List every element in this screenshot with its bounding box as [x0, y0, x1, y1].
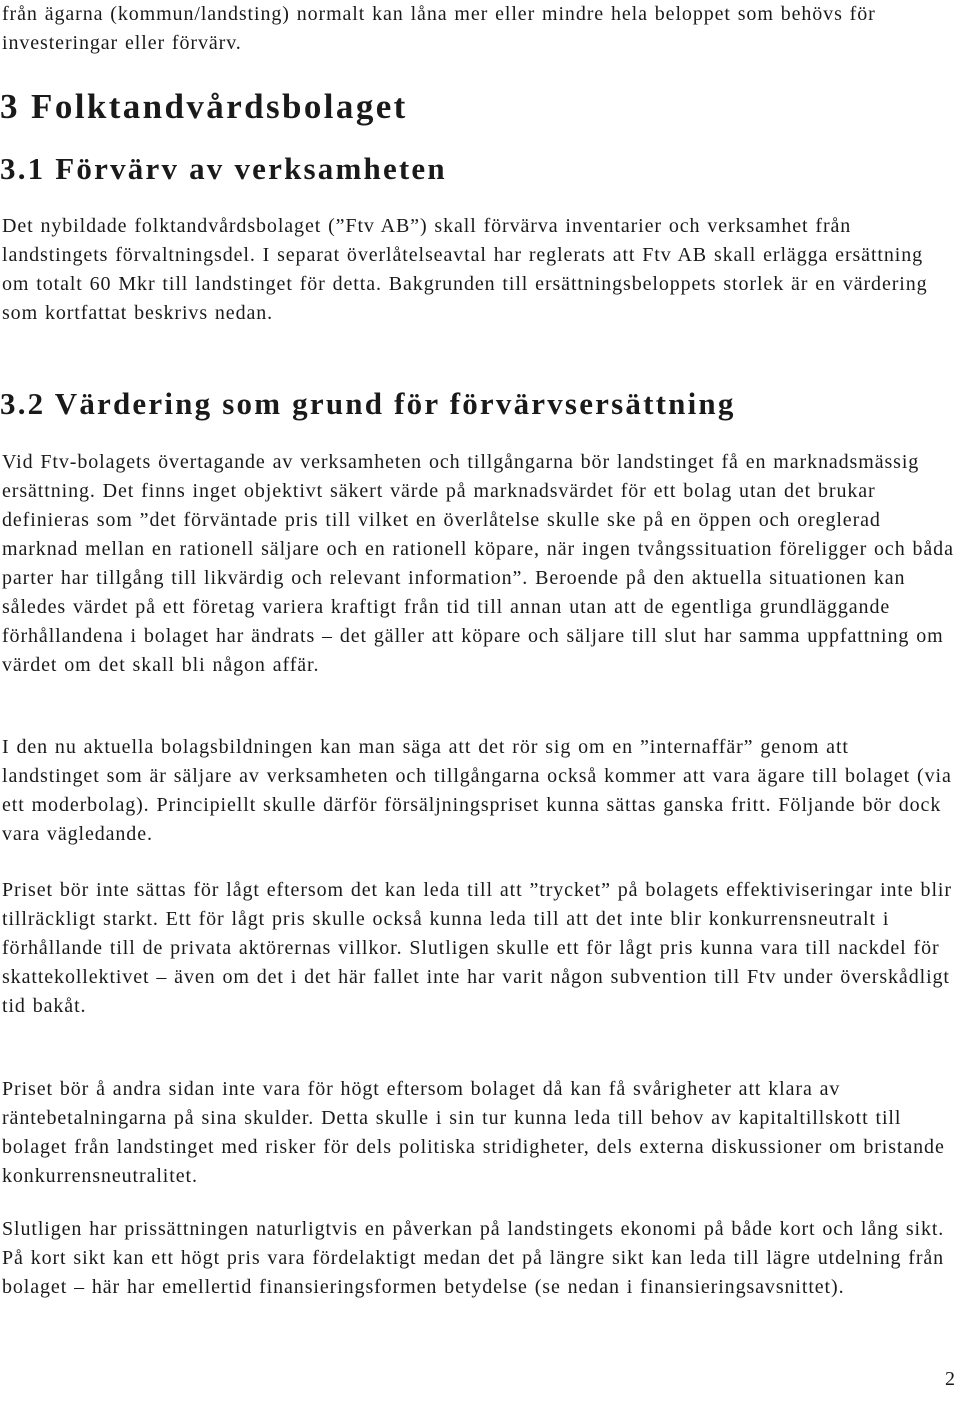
paragraph-3-1: Det nybildade folktandvårdsbolaget (”Ftv AB”) skall förvärva inventarier och verksamhet från landstingets förvaltningsdel. I separat överlåtelseavtal har reglerats att Ftv AB skall erlägga ersättning om totalt 60 Mkr till landstinget för detta. Bakgrunden till ersättningsbeloppets storlek är en värdering som kortfattat beskrivs nedan. [2, 215, 928, 324]
page-number: 2 [945, 1368, 956, 1390]
intro-paragraph: från ägarna (kommun/landsting) normalt kan låna mer eller mindre hela beloppet som behövs för investeringar eller förvärv. [2, 3, 876, 54]
paragraph-3-2-b: I den nu aktuella bolagsbildningen kan man säga att det rör sig om en ”internaffär” genom att landstinget som är säljare av verksamheten och tillgångarna också kommer att vara ägare till bolaget (via ett moderbolag). Principiellt skulle därför försäljningspriset kunna sättas ganska fritt. Följande bör dock vara vägledande. [2, 736, 952, 845]
subsection-heading-3-1: 3.1 Förvärv av verksamheten [0, 151, 447, 186]
section-heading-3: 3 Folktandvårdsbolaget [0, 87, 408, 126]
paragraph-3-2-a: Vid Ftv-bolagets övertagande av verksamheten och tillgångarna bör landstinget få en marknadsmässig ersättning. Det finns inget objektivt säkert värde på marknadsvärdet för ett bolag utan det brukar definieras som ”det förväntade pris till vilket en överlåtelse skulle ske på en öppen och oreglerad marknad mellan en rationell säljare och en rationell köpare, när ingen tvångssituation föreligger och båda parter har tillgång till likvärdig och relevant information”. Beroende på den aktuella situationen kan således värdet på ett företag variera kraftigt från tid till annan utan att de egentliga grundläggande förhållandena i bolaget har ändrats – det gäller att köpare och säljare till slut har samma uppfattning om värdet om det skall bli någon affär. [2, 451, 954, 676]
paragraph-3-2-c: Priset bör inte sättas för lågt eftersom det kan leda till att ”trycket” på bolagets effektiviseringar inte blir tillräckligt starkt. Ett för lågt pris skulle också kunna leda till att det inte blir konkurrensneutralt i förhållande till de privata aktörernas villkor. Slutligen skulle ett för lågt pris kunna vara till nackdel för skattekollektivet – även om det i det här fallet inte har varit någon subvention till Ftv under överskådligt tid bakåt. [2, 879, 952, 1017]
paragraph-3-2-e: Slutligen har prissättningen naturligtvis en påverkan på landstingets ekonomi på både kort och lång sikt. På kort sikt kan ett högt pris vara fördelaktigt medan det på längre sikt kan leda till lägre utdelning från bolaget – här har emellertid finansieringsformen betydelse (se nedan i finansieringsavsnittet). [2, 1218, 945, 1298]
paragraph-3-2-d: Priset bör å andra sidan inte vara för högt eftersom bolaget då kan få svårigheter att klara av räntebetalningarna på sina skulder. Detta skulle i sin tur kunna leda till behov av kapitaltillskott till bolaget från landstinget med risker för dels politiska stridigheter, dels externa diskussioner om bristande konkurrensneutralitet. [2, 1078, 945, 1187]
subsection-heading-3-2: 3.2 Värdering som grund för förvärvsersättning [0, 386, 736, 421]
